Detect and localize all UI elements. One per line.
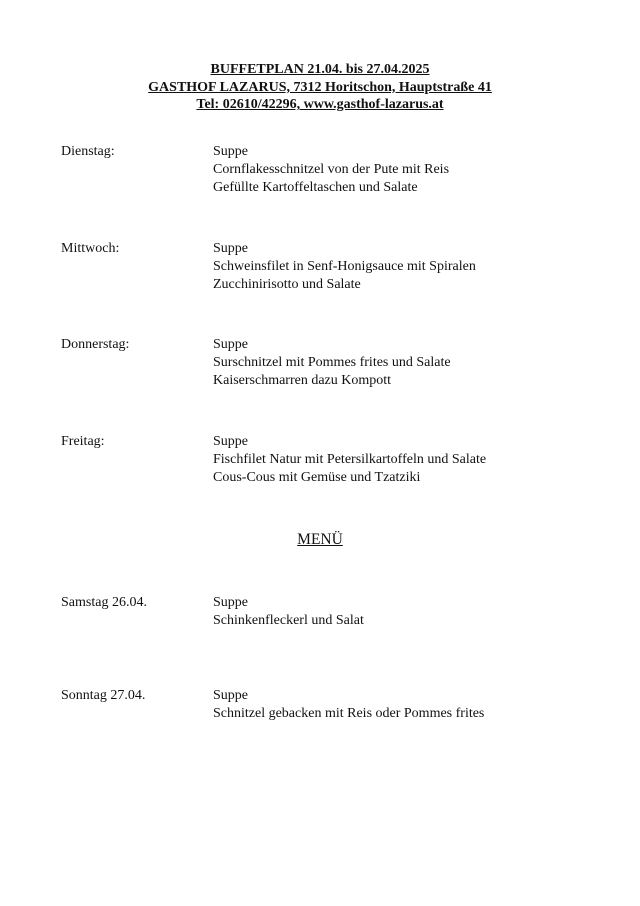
header-title: BUFFETPLAN 21.04. bis 27.04.2025 <box>210 62 430 77</box>
day-label: Freitag: <box>61 434 105 449</box>
header-address: GASTHOF LAZARUS, 7312 Horitschon, Hauptstraße 41 <box>148 79 492 95</box>
dish-item: Suppe <box>213 337 248 352</box>
dish-item: Suppe <box>213 688 248 703</box>
dish-item: Schinkenfleckerl und Salat <box>213 613 364 628</box>
document-header <box>0 61 640 114</box>
menu-title: MENÜ <box>297 531 343 548</box>
day-label: Mittwoch: <box>61 241 120 256</box>
day-label: Dienstag: <box>61 144 115 159</box>
day-label: Sonntag 27.04. <box>61 688 146 703</box>
dish-item: Gefüllte Kartoffeltaschen und Salate <box>213 180 418 195</box>
day-label: Donnerstag: <box>61 337 130 352</box>
day-label: Samstag 26.04. <box>61 595 147 610</box>
dish-item: Suppe <box>213 241 248 256</box>
dish-item: Zucchinirisotto und Salate <box>213 277 361 292</box>
dish-item: Cornflakesschnitzel von der Pute mit Reis <box>213 162 450 177</box>
dish-item: Kaiserschmarren dazu Kompott <box>213 373 392 388</box>
dish-item: Suppe <box>213 595 248 610</box>
dish-item: Schweinsfilet in Senf-Honigsauce mit Spiralen <box>213 259 476 274</box>
dish-item: Fischfilet Natur mit Petersilkartoffeln und Salate <box>213 452 487 467</box>
dish-item: Suppe <box>213 434 248 449</box>
dish-item: Cous-Cous mit Gemüse und Tzatziki <box>213 470 421 485</box>
dish-item: Schnitzel gebacken mit Reis oder Pommes frites <box>213 706 485 721</box>
dish-item: Surschnitzel mit Pommes frites und Salate <box>213 355 451 370</box>
header-contact: Tel: 02610/42296, www.gasthof-lazarus.at <box>196 97 444 112</box>
dish-item: Suppe <box>213 144 248 159</box>
